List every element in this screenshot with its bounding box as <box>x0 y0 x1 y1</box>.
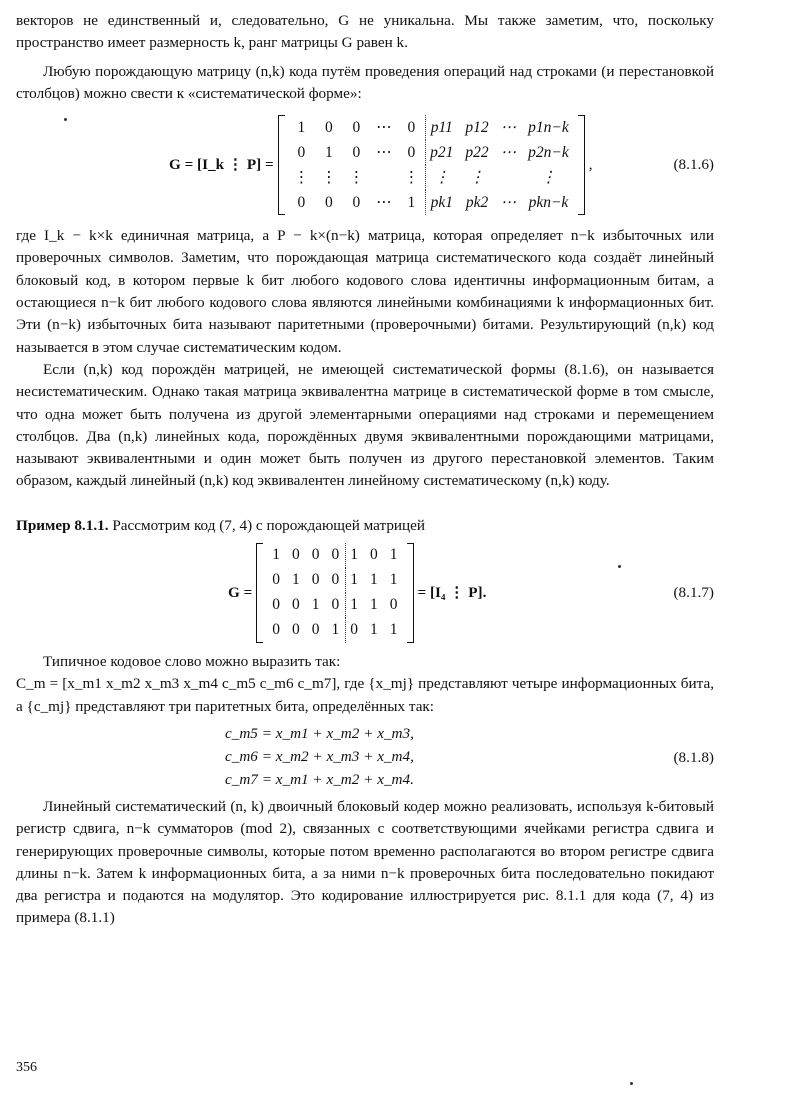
matrix-cell: 1 <box>389 621 398 639</box>
matrix-cell: 0 <box>311 621 320 639</box>
paragraph-linear-text: Линейный систематический (n, k) двоичный блоковый кодер можно реализовать, используя k-битовый регистр сдвига, n−k сумматоров (mod 2), связанных с соответствующими ячейками регистра сдвига и генерирующих проверочные символы, которые потом временно располагаются во втором регистре сдвига длины n−k. Затем k информационных бита, а за ними n−k проверочных бита последовательно покидают два регистра и подаются на модулятор. Это кодирование иллюстрируется рис. 8.1.1 для кода (7, 4) из примера (8.1.1) <box>16 797 714 927</box>
matrix-cell: 1 <box>297 118 306 136</box>
matrix-cell: p21 <box>426 140 460 165</box>
page-body <box>16 10 714 930</box>
paragraph-cm-text: C_m = [x_m1 x_m2 x_m3 x_m4 c_m5 c_m6 c_m7], где {x_mj} представляют четыре информационных бита, а {c_mj} представляют три паритетных бита, определённых так: <box>16 675 714 715</box>
equation-8-1-7-rhs: = [I₄ ⋮ P]. <box>417 583 487 601</box>
matrix-cell: 0 <box>292 596 300 614</box>
matrix-cell: 0 <box>352 118 361 136</box>
matrix-cell: 0 <box>407 143 416 161</box>
matrix-cell: 1 <box>346 543 364 568</box>
paragraph-where <box>16 225 714 359</box>
matrix-right-bracket <box>578 115 585 215</box>
matrix-row <box>266 618 403 643</box>
equation-8-1-8 <box>16 722 714 794</box>
matrix-cell: 0 <box>407 118 416 136</box>
equation-line-cm6: c_m6 = x_m2 + x_m3 + x_m4, <box>225 747 414 765</box>
matrix-cell: 0 <box>292 546 300 564</box>
matrix-cell: 1 <box>331 621 340 639</box>
matrix-cell: 1 <box>370 621 378 639</box>
matrix-cell: 0 <box>311 571 320 589</box>
equation-comma: , <box>588 156 593 174</box>
matrix-g-7-4-table <box>266 543 403 643</box>
paragraph-if <box>16 359 714 493</box>
matrix-row <box>266 593 403 618</box>
matrix-cell: ⋮ <box>540 168 557 186</box>
matrix-cell: 0 <box>331 571 340 589</box>
paragraph-typical <box>16 651 714 673</box>
matrix-g-systematic-table <box>288 115 575 215</box>
matrix-cell: 0 <box>297 143 306 161</box>
matrix-g-7-4 <box>256 543 413 643</box>
matrix-cell: 0 <box>346 618 364 643</box>
matrix-right-bracket <box>407 543 414 643</box>
equation-8-1-6 <box>16 109 714 221</box>
matrix-row <box>266 543 403 568</box>
matrix-cell: 0 <box>297 193 306 211</box>
matrix-cell: pkn−k <box>528 193 569 211</box>
equation-8-1-8-number: (8.1.8) <box>673 748 714 766</box>
page-number: 356 <box>16 1060 37 1075</box>
matrix-left-bracket <box>256 543 263 643</box>
matrix-cell: 0 <box>311 546 320 564</box>
matrix-cell: 0 <box>272 596 281 614</box>
example-title: Пример 8.1.1. <box>16 516 109 534</box>
matrix-cell: p11 <box>426 115 460 140</box>
matrix-row <box>288 115 575 140</box>
equation-line-cm7: c_m7 = x_m1 + x_m2 + x_m4. <box>225 770 414 788</box>
matrix-cell: ⋮ <box>293 168 310 186</box>
paragraph-cm <box>16 673 714 718</box>
paragraph-top <box>16 10 714 55</box>
equation-8-1-8-lines <box>225 722 414 791</box>
matrix-cell: 1 <box>389 571 398 589</box>
matrix-cell: 1 <box>370 571 378 589</box>
matrix-cell: 1 <box>311 596 320 614</box>
matrix-cell: pk2 <box>465 193 489 211</box>
matrix-row <box>288 190 575 215</box>
example-heading <box>16 515 714 537</box>
matrix-left-bracket <box>278 115 285 215</box>
matrix-cell: p12 <box>465 118 489 136</box>
matrix-row <box>266 568 403 593</box>
matrix-cell: 0 <box>325 193 333 211</box>
matrix-cell: ⋮ <box>469 168 485 186</box>
matrix-cell: 1 <box>370 596 378 614</box>
matrix-cell: 1 <box>407 193 416 211</box>
equation-8-1-7 <box>16 539 714 647</box>
equation-8-1-6-lhs: G = [I_k ⋮ P] = <box>169 156 274 174</box>
matrix-cell: ⋯ <box>500 193 517 211</box>
matrix-cell: ⋯ <box>500 143 517 161</box>
equation-8-1-7-lhs: G = <box>228 583 253 601</box>
matrix-cell: 0 <box>370 546 378 564</box>
matrix-cell: ⋮ <box>403 168 420 186</box>
matrix-cell: p2n−k <box>528 143 569 161</box>
paragraph-if-text: Если (n,k) код порождён матрицей, не имеющей систематической формы (8.1.6), он называется несистематическим. Однако такая матрица эквивалентна матрице в систематической форме в том смысле, что одна может быть получена из другой элементарными операциями над строками и перемещением столбцов. Два (n,k) линейных кода, порождённых двумя эквивалентными порождающими матрицами, называют эквивалентными и один может быть получен из другого перестановкой элементов. Таким образом, каждый линейный (n,k) код эквивалентен линейному систематическому (n,k) коду. <box>16 360 714 490</box>
matrix-row <box>288 140 575 165</box>
scan-speck <box>64 118 67 121</box>
matrix-cell: ⋮ <box>426 165 460 190</box>
matrix-cell: 0 <box>352 143 361 161</box>
scan-speck <box>618 565 621 568</box>
matrix-cell: pk1 <box>426 190 460 215</box>
matrix-cell: ⋯ <box>376 143 392 161</box>
matrix-cell: ⋮ <box>321 168 337 186</box>
matrix-cell: 0 <box>352 193 361 211</box>
matrix-cell: 1 <box>292 571 300 589</box>
equation-line-cm5: c_m5 = x_m1 + x_m2 + x_m3, <box>225 724 414 742</box>
matrix-cell: 1 <box>346 568 364 593</box>
matrix-cell: ⋯ <box>376 193 392 211</box>
paragraph-systematic-intro-text: Любую порождающую матрицу (n,k) кода путём проведения операций над строками (и перестановкой столбцов) можно свести к «систематической форме»: <box>16 62 714 102</box>
matrix-cell: 0 <box>389 596 398 614</box>
matrix-cell: 0 <box>325 118 333 136</box>
matrix-cell: 0 <box>331 596 340 614</box>
matrix-cell: p1n−k <box>528 118 569 136</box>
matrix-cell: 0 <box>272 621 281 639</box>
matrix-cell: 1 <box>272 546 281 564</box>
matrix-g-systematic <box>278 115 585 215</box>
paragraph-top-text: векторов не единственный и, следовательно, G не уникальна. Мы также заметим, что, поскольку пространство имеет размерность k, ранг матрицы G равен k. <box>16 12 714 52</box>
paragraph-where-text: где I_k − k×k единичная матрица, а P − k×(n−k) матрица, которая определяет n−k избыточных или проверочных символов. Заметим, что порождающая матрица систематического кода создаёт линейный блоковый код, в котором первые k бит любого кодового слова идентичны информационным битам, а остающиеся n−k бит любого кодового слова являются линейными комбинациями k информационных бит. Эти (n−k) избыточных бита называют паритетными (проверочными) битами. Результирующий (n,k) код называется в этом случае систематическим кодом. <box>16 227 714 356</box>
matrix-cell: 1 <box>325 143 333 161</box>
matrix-cell: p22 <box>465 143 489 161</box>
equation-8-1-7-number: (8.1.7) <box>673 583 714 601</box>
matrix-row <box>288 165 575 190</box>
scan-speck <box>630 1082 633 1085</box>
matrix-cell: 0 <box>292 621 300 639</box>
matrix-cell <box>370 165 398 190</box>
paragraph-typical-text: Типичное кодовое слово можно выразить так: <box>43 653 341 671</box>
matrix-cell: 0 <box>272 571 281 589</box>
matrix-cell: 0 <box>331 546 340 564</box>
matrix-cell: 1 <box>389 546 398 564</box>
matrix-cell: ⋮ <box>348 168 365 186</box>
matrix-cell: ⋯ <box>376 118 392 136</box>
matrix-cell: ⋯ <box>500 118 517 136</box>
paragraph-systematic-intro <box>16 61 714 106</box>
matrix-cell <box>495 165 523 190</box>
equation-8-1-6-number: (8.1.6) <box>673 156 714 174</box>
paragraph-linear <box>16 796 714 930</box>
matrix-cell: 1 <box>346 593 364 618</box>
example-text: Рассмотрим код (7, 4) с порождающей матрицей <box>112 516 426 534</box>
